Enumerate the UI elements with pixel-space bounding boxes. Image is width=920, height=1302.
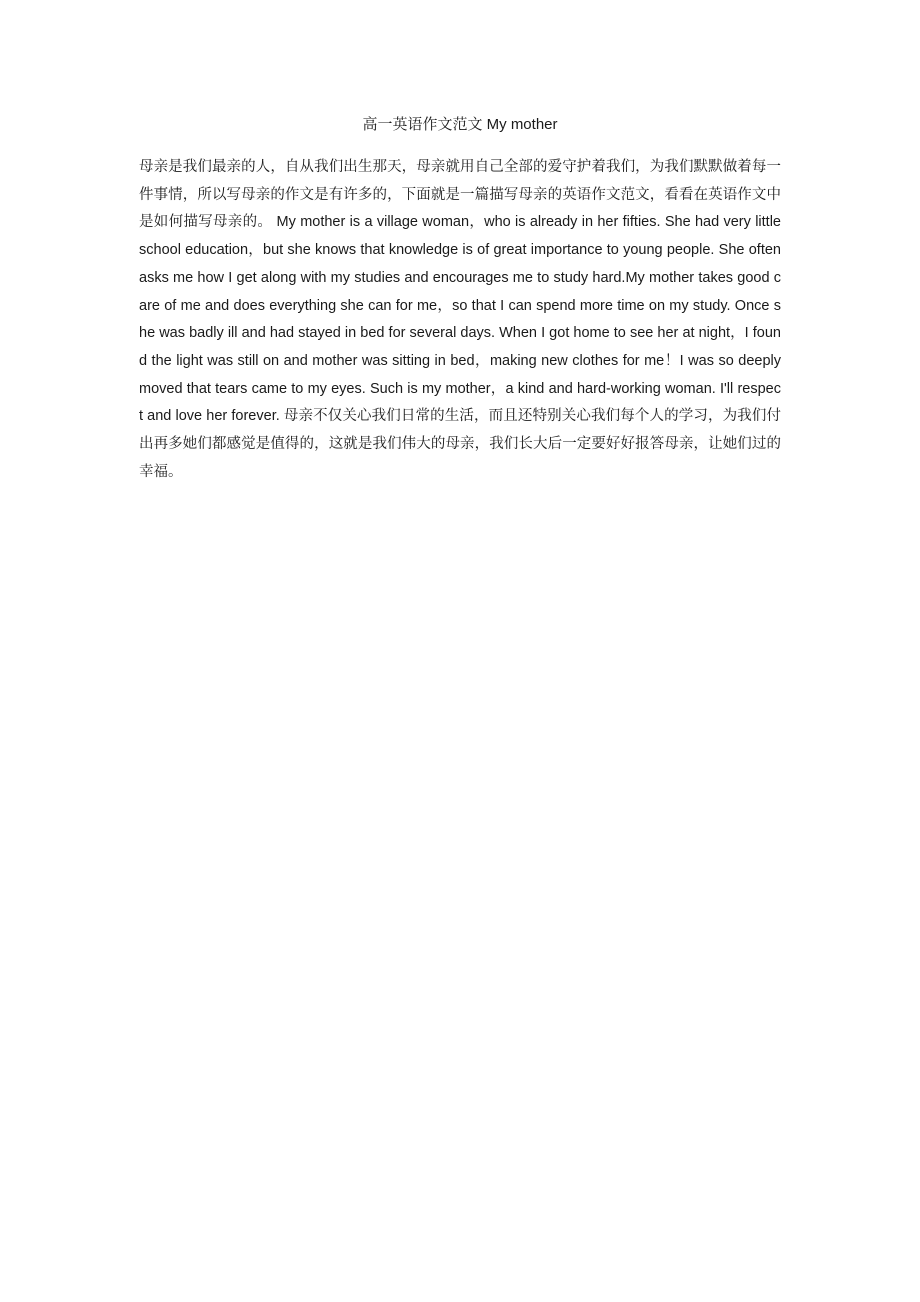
document-body: 母亲是我们最亲的人，自从我们出生那天，母亲就用自己全部的爱守护着我们，为我们默默做着每一件事情，所以写母亲的作文是有许多的，下面就是一篇描写母亲的英语作文范文，看看在英语作文中是如何描写母亲的。 My mother is a village woman，who is already in her fifties. She had very little school education，but she knows that knowledge is of great importance to young people. She often asks me how I get along with my studies and encourages me to study hard.My mother takes good care of me and does everything she can for me，so that I can spend more time on my study. Once she was badly ill and had stayed in bed for several days. When I got home to see her at night，I found the light was still on and mother was sitting in bed，making new clothes for me！I was so deeply moved that tears came to my eyes. Such is my mother，a kind and hard-working woman. I'll respect and love her forever. 母亲不仅关心我们日常的生活，而且还特别关心我们每个人的学习，为我们付出再多她们都感觉是值得的，这就是我们伟大的母亲，我们长大后一定要好好报答母亲，让她们过的幸福。: [139, 159, 781, 480]
document-title: 高一英语作文范文 My mother: [362, 116, 558, 133]
